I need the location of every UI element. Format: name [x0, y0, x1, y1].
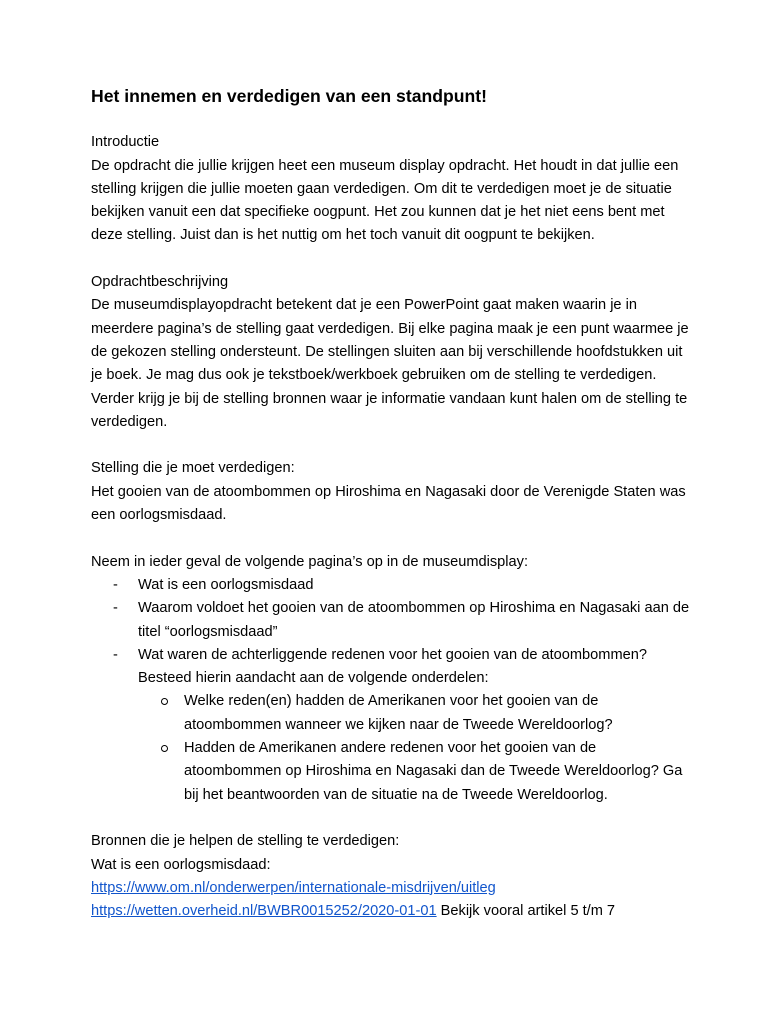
document-title: Het innemen en verdedigen van een standpunt! [91, 86, 487, 106]
list-item-text: Wat is een oorlogsmisdaad [138, 576, 314, 593]
sub-list [138, 690, 691, 806]
pages-list [91, 574, 691, 807]
sub-list-item [138, 690, 691, 737]
list-item [91, 644, 691, 807]
spacer [91, 527, 691, 550]
statement-text: Het gooien van de atoombommen op Hiroshima en Nagasaki door de Verenigde Staten was een oorlogsmisdaad. [91, 483, 686, 524]
assignment-heading: Opdrachtbeschrijving [91, 274, 229, 291]
list-item [91, 597, 691, 644]
source-link-wetten[interactable]: https://wetten.overheid.nl/BWBR0015252/2020-01-01 [91, 903, 437, 920]
sources-heading: Bronnen die je helpen de stelling te verdedigen: [91, 833, 400, 850]
assignment-text: De museumdisplayopdracht betekent dat je een PowerPoint gaat maken waarin je in meerdere pagina’s de stelling gaat verdedigen. Bij elke pagina maak je een punt waarmee je de gekozen stelling ondersteunt. De stellingen sluiten aan bij verschillende hoofdstukken uit je boek. Je mag dus ook je tekstboek/werkboek gebruiken om de stelling te verdedigen. Verder krijg je bij de stelling bronnen waar je informatie vandaan kunt halen om de stelling te verdedigen. [91, 297, 689, 430]
sub-list-item-text: Hadden de Amerikanen andere redenen voor het gooien van de atoombommen op Hiroshima en Nagasaki dan de Tweede Wereldoorlog? Ga bij het beantwoorden van de situatie na de Tweede Wereldoorlog. [184, 740, 683, 803]
list-item-text: Wat waren de achterliggende redenen voor het gooien van de atoombommen? Besteed hierin aandacht aan de volgende onderdelen: [138, 646, 647, 687]
statement-heading: Stelling die je moet verdedigen: [91, 460, 295, 477]
introduction-heading: Introductie [91, 134, 160, 151]
spacer [91, 248, 691, 271]
sources-subheading: Wat is een oorlogsmisdaad: [91, 856, 271, 873]
list-item-text: Waarom voldoet het gooien van de atoombommen op Hiroshima en Nagasaki aan de titel “oorlogsmisdaad” [138, 600, 690, 640]
source-line-2 [91, 900, 691, 923]
sub-list-item-text: Welke reden(en) hadden de Amerikanen voor het gooien van de atoombommen wanneer we kijken naar de Tweede Wereldoorlog? [184, 693, 613, 733]
spacer [91, 434, 691, 457]
list-item [91, 574, 691, 597]
source-link-note: Bekijk vooral artikel 5 t/m 7 [440, 903, 616, 920]
source-link-om[interactable]: https://www.om.nl/onderwerpen/internationale-misdrijven/uitleg [91, 879, 496, 896]
spacer [91, 108, 691, 131]
pages-intro: Neem in ieder geval de volgende pagina’s op in de museumdisplay: [91, 553, 529, 570]
introduction-text: De opdracht die jullie krijgen heet een museum display opdracht. Het houdt in dat jullie een stelling krijgen die jullie moeten gaan verdedigen. Om dit te verdedigen moet je de situatie bekijken vanuit een dat specifieke oogpunt. Het zou kunnen dat je het niet eens bent met deze stelling. Juist dan is het nuttig om het toch vanuit dit oogpunt te bekijken. [91, 157, 679, 244]
source-line-1 [91, 877, 691, 900]
spacer [91, 807, 691, 830]
sub-list-item [138, 737, 691, 807]
document-body [91, 84, 691, 923]
